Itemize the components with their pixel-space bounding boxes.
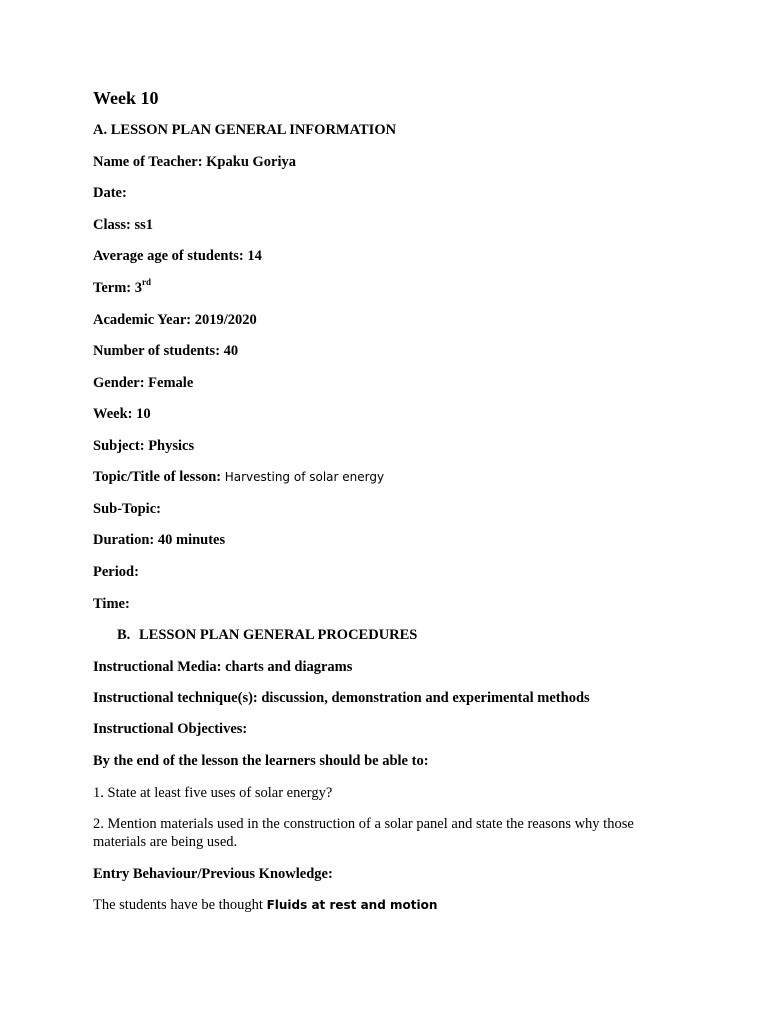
field-topic <box>93 468 384 486</box>
objectives-title: Instructional Objectives: <box>93 721 248 737</box>
field-label: Name of Teacher: <box>93 154 203 170</box>
section-b-title <box>117 626 417 644</box>
field-label: Topic/Title of lesson: <box>93 469 222 485</box>
field-label: Period: <box>93 564 139 580</box>
field-number-of-students <box>93 342 238 360</box>
section-b-heading: LESSON PLAN GENERAL PROCEDURES <box>139 627 418 643</box>
field-value: 14 <box>247 248 262 264</box>
field-label: Class: <box>93 217 131 233</box>
field-label: Week: <box>93 406 133 422</box>
field-label: Average age of students: <box>93 248 244 264</box>
objectives-intro: By the end of the lesson the learners should be able to: <box>93 753 429 769</box>
field-duration <box>93 531 225 549</box>
field-label: Time: <box>93 596 130 612</box>
field-label: Number of students: <box>93 343 221 359</box>
field-value: Physics <box>148 438 195 454</box>
objective-item: 2. Mention materials used in the construction of a solar panel and state the reasons why those materials are being used. <box>93 816 634 850</box>
field-label: Academic Year: <box>93 312 192 328</box>
section-b-number: B. <box>117 627 131 643</box>
instructional-technique: Instructional technique(s): discussion, demonstration and experimental methods <box>93 690 590 706</box>
field-date <box>93 184 127 202</box>
entry-topic: Fluids at rest and motion <box>266 898 438 912</box>
field-academic-year <box>93 311 257 329</box>
field-average-age <box>93 247 262 265</box>
entry-text: The students have be thought <box>93 897 263 913</box>
page-heading: Week 10 <box>93 88 159 108</box>
field-term <box>93 279 151 297</box>
field-gender <box>93 374 193 392</box>
field-label: Duration: <box>93 532 155 548</box>
field-value: ss1 <box>134 217 154 233</box>
field-value: Harvesting of solar energy <box>224 470 385 484</box>
field-week <box>93 405 151 423</box>
ordinal-suffix: rd <box>142 277 151 288</box>
field-label: Subject: <box>93 438 145 454</box>
field-class <box>93 216 153 234</box>
field-value: 2019/2020 <box>194 312 257 328</box>
field-value: Kpaku Goriya <box>206 154 296 170</box>
entry-behaviour-title: Entry Behaviour/Previous Knowledge: <box>93 866 333 882</box>
field-sub-topic <box>93 500 161 518</box>
field-subject <box>93 437 194 455</box>
field-period <box>93 563 139 581</box>
section-a-title: A. LESSON PLAN GENERAL INFORMATION <box>93 122 397 138</box>
field-teacher-name <box>93 153 296 171</box>
field-value: Female <box>148 375 194 391</box>
field-value: 10 <box>136 406 151 422</box>
instructional-media: Instructional Media: charts and diagrams <box>93 659 353 675</box>
field-value: 40 <box>223 343 239 359</box>
field-time <box>93 595 130 613</box>
field-value: 3 <box>134 280 142 296</box>
field-value: 40 minutes <box>157 532 226 548</box>
entry-behaviour-text <box>93 896 437 914</box>
objective-item: 1. State at least five uses of solar energy? <box>93 785 333 801</box>
field-label: Date: <box>93 185 127 201</box>
field-label: Gender: <box>93 375 145 391</box>
field-label: Term: <box>93 280 132 296</box>
field-label: Sub-Topic: <box>93 501 161 517</box>
